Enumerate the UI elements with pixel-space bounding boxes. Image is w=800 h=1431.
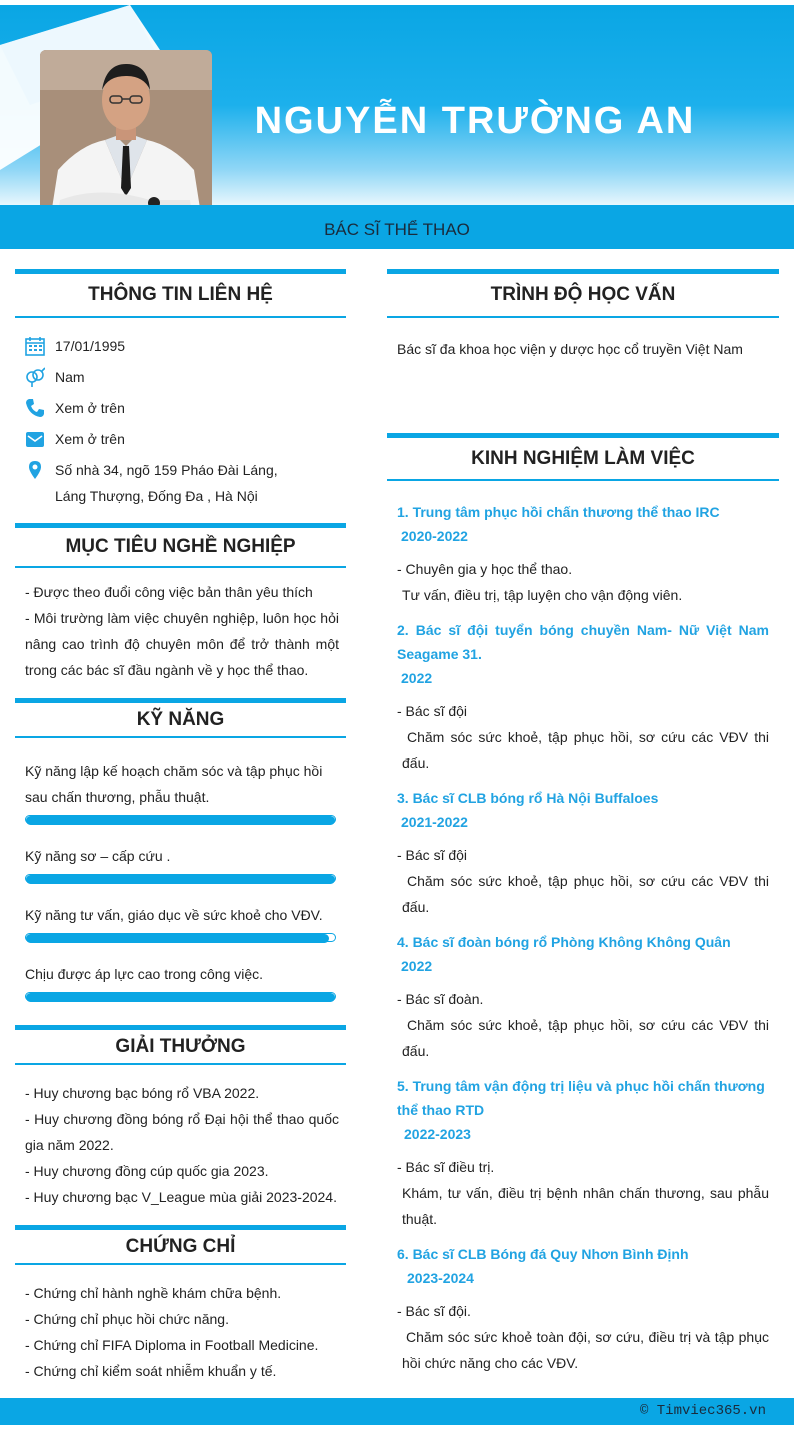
experience-title: 1. Trung tâm phục hồi chấn thương thể thao IRC [397, 504, 720, 520]
gender-value: Nam [55, 369, 85, 385]
experience-role: - Chuyên gia y học thể thao. [397, 561, 573, 577]
birthday-value: 17/01/1995 [55, 338, 126, 354]
experience-years: 2020-2022 [401, 528, 468, 544]
experience-desc: Khám, tư vấn, điều trị bệnh nhân chấn thương, sau phẫu thuật. [402, 1185, 769, 1227]
skill-fill [26, 816, 335, 825]
experience-title: 2. Bác sĩ đội tuyển bóng chuyền Nam- Nữ Việt Nam Seagame 31. [397, 622, 769, 662]
location-pin-icon [25, 460, 45, 480]
experience-role: - Bác sĩ đội [397, 847, 468, 863]
contact-address [25, 457, 325, 509]
phone-value[interactable]: Xem ở trên [55, 400, 125, 416]
experience-years: 2021-2022 [401, 814, 468, 830]
email-value[interactable]: Xem ở trên [55, 431, 125, 447]
award-item: - Huy chương bạc bóng rổ VBA 2022. [25, 1085, 260, 1101]
experience-role: - Bác sĩ đội. [397, 1303, 471, 1319]
experience-desc: Chăm sóc sức khoẻ, tập phục hồi, sơ cứu các VĐV thi đấu. [402, 1017, 769, 1059]
skills-heading: KỸ NĂNG [15, 698, 346, 738]
experience-title: 3. Bác sĩ CLB bóng rổ Hà Nội Buffaloes [397, 790, 659, 806]
education-heading: TRÌNH ĐỘ HỌC VẤN [387, 269, 779, 318]
skill-label: Kỹ năng tư vấn, giáo dục về sức khoẻ cho VĐV. [25, 907, 323, 923]
experience-heading: KINH NGHIỆM LÀM VIỆC [387, 433, 779, 481]
experience-desc: Chăm sóc sức khoẻ toàn đội, sơ cứu, điều trị và tập phục hồi chức năng cho các VĐV. [402, 1329, 769, 1371]
skill-bar [25, 933, 336, 942]
skill-bar [25, 815, 336, 824]
candidate-name: NGUYỄN TRƯỜNG AN [254, 100, 696, 142]
address-line-2: Láng Thượng, Đống Đa , Hà Nội [55, 488, 258, 504]
skill-label: Kỹ năng sơ – cấp cứu . [25, 848, 171, 864]
objective-heading: MỤC TIÊU NGHỀ NGHIỆP [15, 523, 346, 568]
job-title: BÁC SĨ THỂ THAO [324, 220, 470, 239]
skill-fill [26, 875, 335, 884]
skill-label: Chịu được áp lực cao trong công việc. [25, 966, 264, 982]
experience-years: 2022 [401, 670, 433, 686]
objective-line-1: - Được theo đuổi công việc bản thân yêu thích [25, 584, 313, 600]
profile-photo [40, 50, 212, 221]
certificate-item: - Chứng chỉ phục hồi chức năng. [25, 1311, 229, 1327]
certificate-item: - Chứng chỉ hành nghề khám chữa bệnh. [25, 1285, 282, 1301]
address-line-1: Số nhà 34, ngõ 159 Pháo Đài Láng, [55, 462, 278, 478]
experience-role: - Bác sĩ đoàn. [397, 991, 484, 1007]
award-item: - Huy chương đồng cúp quốc gia 2023. [25, 1163, 269, 1179]
certificate-item: - Chứng chỉ kiểm soát nhiễm khuẩn y tế. [25, 1363, 277, 1379]
calendar-icon [25, 336, 45, 356]
experience-desc: Chăm sóc sức khoẻ, tập phục hồi, sơ cứu các VĐV thi đấu. [402, 873, 769, 915]
certificates-heading: CHỨNG CHỈ [15, 1225, 346, 1265]
gender-icon [25, 367, 45, 387]
experience-role: - Bác sĩ điều trị. [397, 1159, 495, 1175]
experience-title: 4. Bác sĩ đoàn bóng rổ Phòng Không Không Quân [397, 934, 731, 950]
footer-watermark[interactable]: © Timviec365.vn [639, 1403, 766, 1419]
skill-label: Kỹ năng lập kế hoạch chăm sóc và tập phục hồi sau chấn thương, phẫu thuật. [25, 763, 323, 805]
awards-heading: GIẢI THƯỞNG [15, 1025, 346, 1065]
address-value [55, 457, 325, 509]
experience-title: 5. Trung tâm vận động trị liệu và phục hồi chấn thương thể thao RTD [397, 1078, 765, 1118]
phone-icon [25, 398, 45, 418]
experience-role: - Bác sĩ đội [397, 703, 468, 719]
experience-title: 6. Bác sĩ CLB Bóng đá Quy Nhơn Bình Định [397, 1246, 689, 1262]
experience-years: 2022-2023 [404, 1126, 471, 1142]
skill-bar [25, 874, 336, 883]
experience-years: 2023-2024 [407, 1270, 474, 1286]
skill-fill [26, 934, 329, 943]
award-item: - Huy chương bạc V_League mùa giải 2023-2024. [25, 1189, 337, 1205]
contact-heading: THÔNG TIN LIÊN HỆ [15, 269, 346, 318]
skill-fill [26, 993, 335, 1002]
certificate-item: - Chứng chỉ FIFA Diploma in Football Medicine. [25, 1337, 319, 1353]
experience-desc: Tư vấn, điều trị, tập luyện cho vận động viên. [402, 587, 683, 603]
experience-years: 2022 [401, 958, 433, 974]
education-text: Bác sĩ đa khoa học viện y dược học cổ truyền Việt Nam [397, 341, 743, 357]
award-item: - Huy chương đồng bóng rổ Đại hội thể thao quốc gia năm 2022. [25, 1111, 339, 1153]
skill-bar [25, 992, 336, 1001]
experience-desc: Chăm sóc sức khoẻ, tập phục hồi, sơ cứu các VĐV thi đấu. [402, 729, 769, 771]
footer-bar [0, 1398, 794, 1425]
email-icon [25, 429, 45, 449]
objective-line-2: - Môi trường làm việc chuyên nghiệp, luôn học hỏi nâng cao trình độ chuyên môn để trở thành một trong các bác sĩ đầu ngành về y học thể thao. [25, 610, 339, 678]
